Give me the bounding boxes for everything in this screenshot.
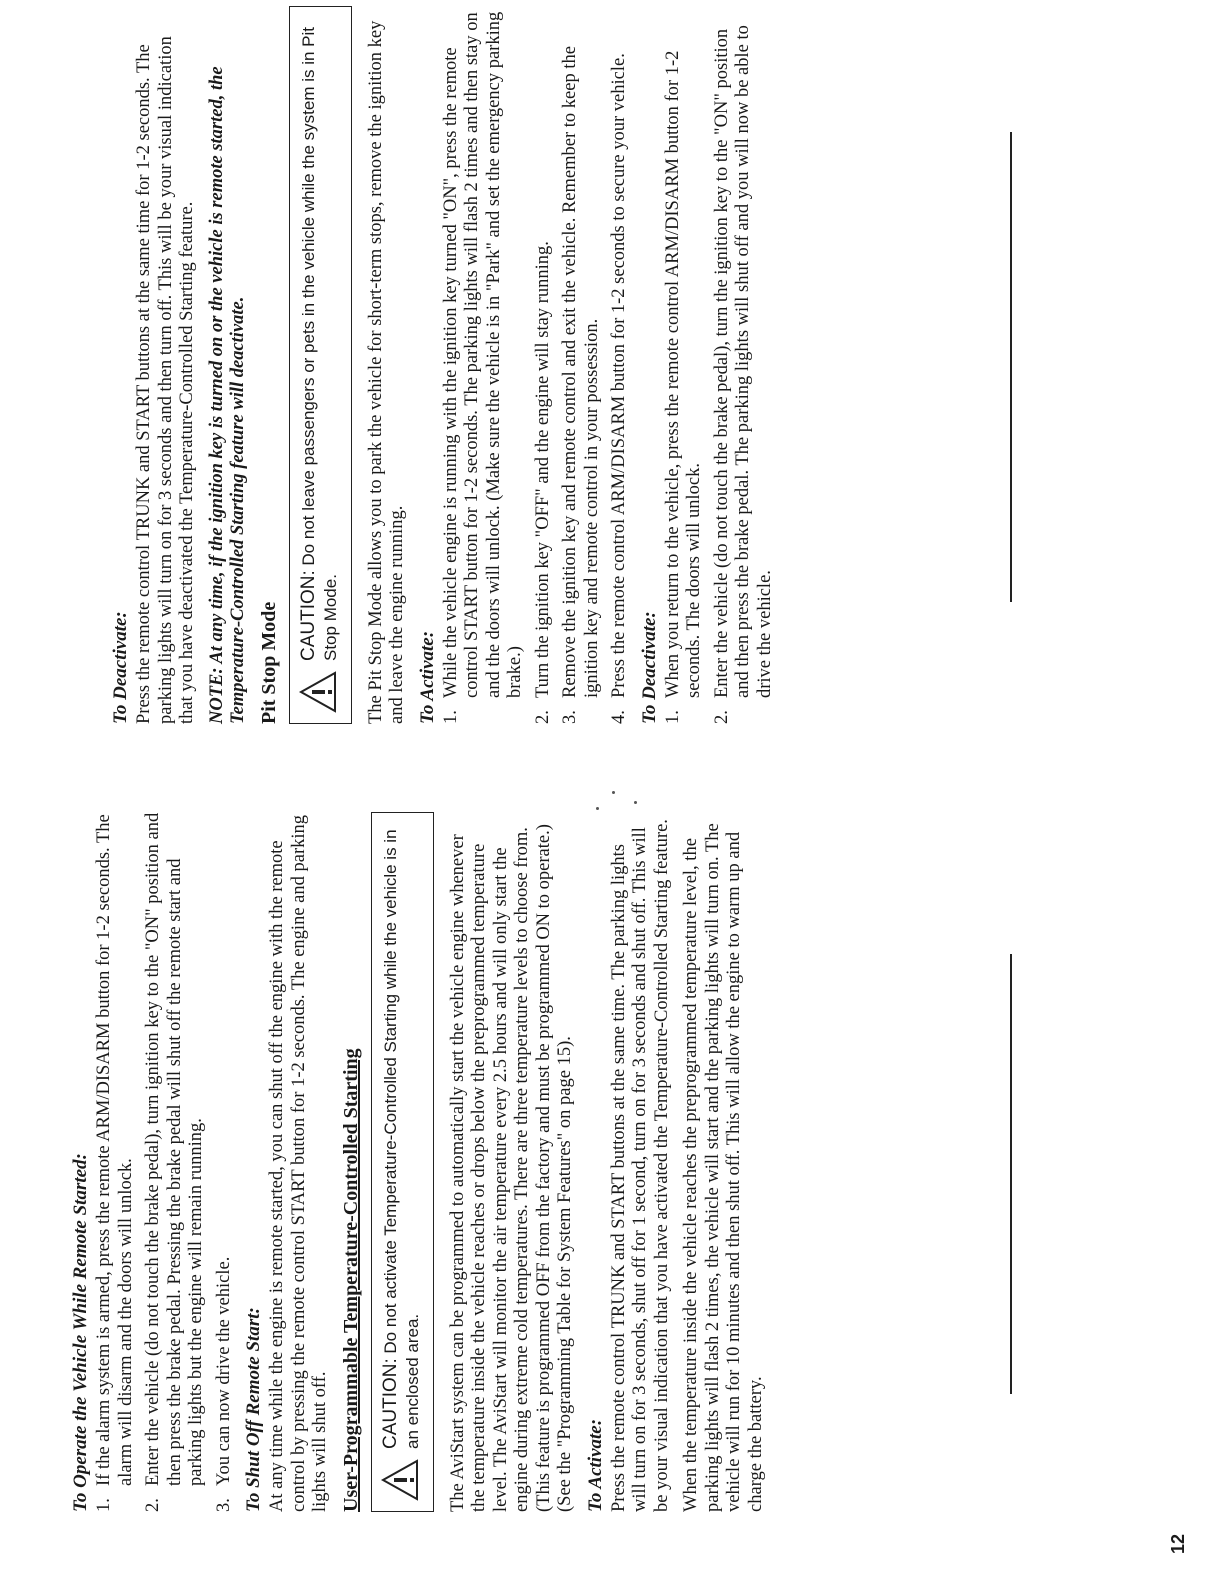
pitstop-caution-box: [289, 6, 352, 724]
pitstop-activate-heading: To Activate:: [416, 630, 438, 724]
operate-step-1: [94, 812, 137, 1512]
step-number: 1.: [662, 710, 683, 724]
deactivate-step-1: [663, 6, 706, 724]
activate-step-3: [560, 6, 603, 724]
footer-rule: [1010, 954, 1012, 1394]
shutoff-heading: To Shut Off Remote Start:: [243, 1307, 264, 1512]
temp-activate-heading: To Activate:: [584, 1418, 606, 1512]
step-number: 1.: [440, 710, 461, 724]
pitstop-deactivate-steps: [663, 6, 777, 724]
temp-body: The AviStart system can be programmed to automatically start the vehicle engine whenever the temperature inside the vehicle reaches or drops below the preprogrammed temperature level. The AviStart will monitor the air temperature every 2.5 hours and will only start the engine during extreme cold temperatures. There are three temperature levels to choose from. (This feature is programmed OFF from the factory and must be programmed ON to operate.) (See the "Programming Table for System Features" on page 15).: [447, 824, 575, 1512]
step-text: Turn the ignition key "OFF" and the engine will stay running.: [532, 241, 553, 698]
step-text: Enter the vehicle (do not touch the brake pedal), turn ignition key to the "ON" position and then press the brake pedal. Pressing the brake pedal will shut off the remote start and parking lights but the engine will remain running.: [143, 812, 206, 1486]
temp-section-title: User-Programmable Temperature-Controlled Starting: [339, 1048, 362, 1512]
operate-heading: To Operate the Vehicle While Remote Started:: [70, 1153, 91, 1512]
step-text: Press the remote control ARM/DISARM button for 1-2 seconds to secure your vehicle.: [609, 53, 629, 698]
footer-rule: [1010, 132, 1012, 602]
deactivate-heading: To Deactivate:: [110, 611, 131, 724]
step-text: When you return to the vehicle, press the remote control ARM/DISARM button for 1-2 seconds. The doors will unlock.: [662, 50, 704, 698]
caution-label: CAUTION:: [379, 1358, 401, 1449]
activate-step-1: [441, 6, 527, 724]
caution-text: Do not activate Temperature-Controlled Starting while the vehicle is in an enclosed area.: [380, 829, 422, 1449]
step-number: 4.: [609, 710, 629, 724]
step-number: 2.: [532, 710, 553, 724]
temp-caution-box: [371, 812, 434, 1512]
deactivate-text: Press the remote control TRUNK and START buttons at the same time for 1-2 seconds. The parking lights will turn on for 3 seconds and then turn off. This will be your visual indication that you have deactivated the Temperature-Controlled Starting feature.: [134, 36, 197, 724]
step-number: 1.: [94, 1498, 114, 1512]
step-text: You can now drive the vehicle.: [213, 1256, 234, 1486]
activate-step-4: [609, 6, 631, 724]
step-text: Remove the ignition key and remote control and exit the vehicle. Remember to keep the ignition key and remote control in your possession.: [560, 46, 602, 698]
step-number: 3.: [213, 1498, 234, 1512]
left-column: [70, 812, 775, 1512]
operate-step-2: [143, 812, 208, 1512]
activate-step-2: [533, 6, 555, 724]
pitstop-section-title: Pit Stop Mode: [257, 601, 280, 724]
step-text: If the alarm system is armed, press the remote ARM/DISARM button for 1-2 seconds. The alarm will disarm and the doors will unlock.: [94, 814, 136, 1486]
shutoff-text: At any time while the engine is remote started, you can shut off the engine with the remote control by pressing the remote control START button for 1-2 seconds. The engine and parking lights will shut off.: [267, 814, 330, 1512]
operate-steps: [94, 812, 235, 1512]
warning-triangle-icon: [380, 1459, 420, 1501]
step-text: While the vehicle engine is running with the ignition key turned "ON", press the remote control START button for 1-2 seconds. The parking lights will flash 2 times and then stay on and the doors will unlock. (Make sure the vehicle is in "Park" and set the emergency parking brake.): [440, 11, 525, 698]
right-column: [110, 6, 784, 724]
caution-text: Do not leave passengers or pets in the vehicle while the system is in Pit Stop Mode.: [298, 26, 340, 661]
warning-triangle-icon: [298, 671, 338, 713]
step-number: 3.: [560, 710, 580, 724]
temp-activate-p1: Press the remote control TRUNK and START buttons at the same time. The parking lights will turn on for 3 seconds, shut off for 1 second, turn on for 3 seconds and shut off. This will be your visual indication that you have activated the Temperature-Controlled Starting feature.: [608, 819, 672, 1512]
step-text: Enter the vehicle (do not touch the brake pedal), turn the ignition key to the "ON" position and then press the brake pedal. The parking lights will shut off and you will now be able to drive the vehicle.: [711, 25, 775, 698]
caution-label: CAUTION:: [297, 570, 319, 661]
deactivate-note: NOTE: At any time, if the ignition key is turned on or the vehicle is remote started, the Temperature-Controlled Starting feature will deactivate.: [206, 66, 248, 724]
pitstop-activate-steps: [441, 6, 631, 724]
page-number: 12: [1168, 1533, 1188, 1554]
step-number: 2.: [143, 1498, 163, 1512]
deactivate-step-2: [712, 6, 777, 724]
pitstop-deactivate-heading: To Deactivate:: [638, 611, 660, 724]
step-number: 2.: [711, 710, 732, 724]
operate-step-3: [214, 812, 236, 1512]
temp-activate-p2: When the temperature inside the vehicle reaches the preprogrammed temperature level, the parking lights will flash 2 times, the vehicle will start and the parking lights will turn on. The vehicle will run for 10 minutes and then shut off. This will allow the engine to warm up and charge the battery.: [681, 823, 766, 1512]
pitstop-body: The Pit Stop Mode allows you to park the vehicle for short-term stops, remove the ignition key and leave the engine running.: [365, 20, 407, 724]
page-12: [0, 792, 1224, 1584]
